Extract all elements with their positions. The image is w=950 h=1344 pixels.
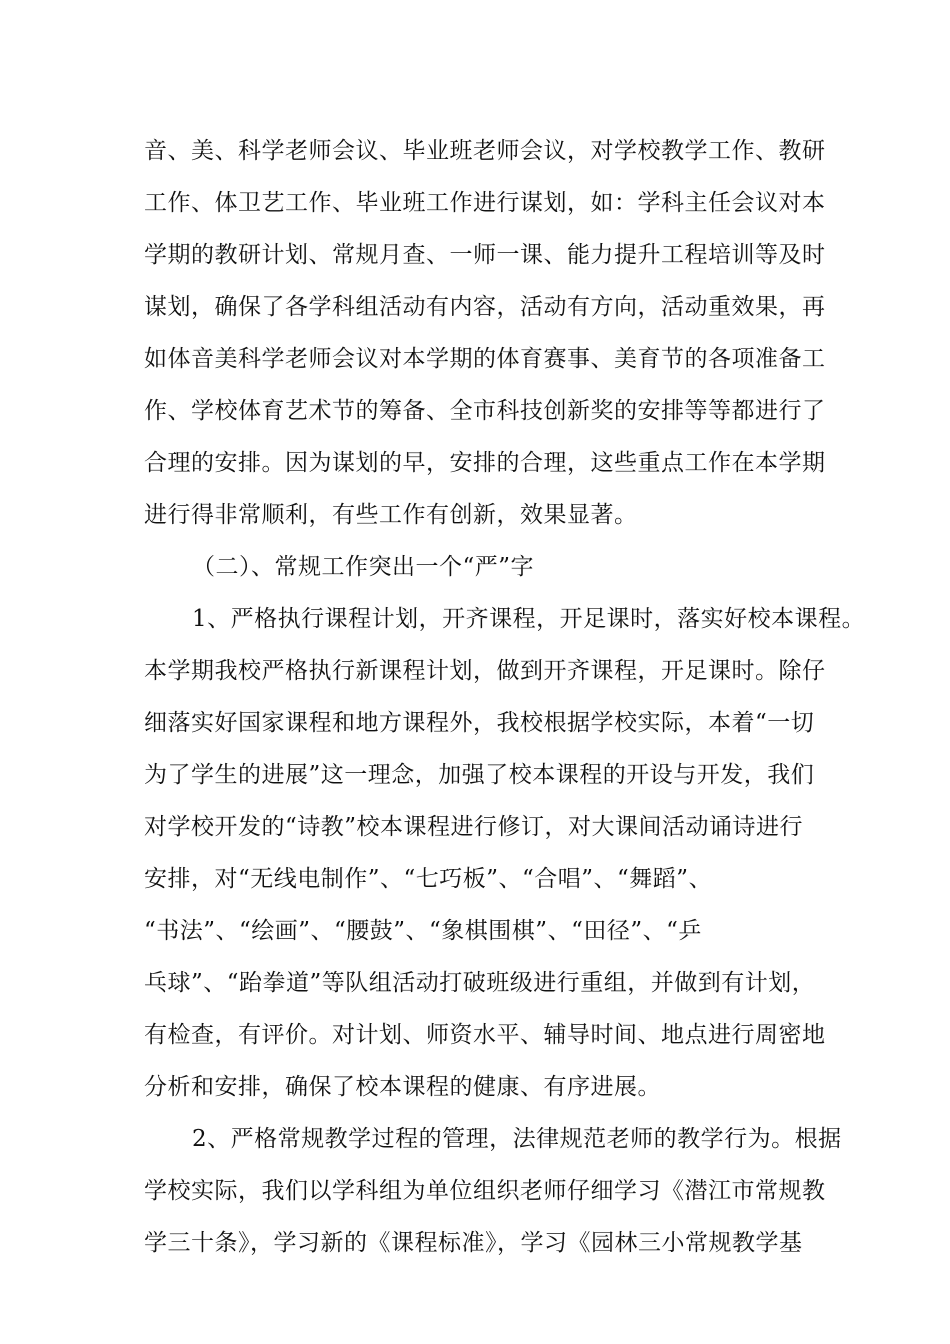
text-line-17: 乓球”、“跆拳道”等队组活动打破班级进行重组，并做到有计划， — [144, 970, 816, 996]
text-line-15: 安排，对“无线电制作”、“七巧板”、“合唱”、“舞蹈”、 — [144, 866, 713, 892]
text-line-7: 合理的安排。因为谋划的早，安排的合理，这些重点工作在本学期 — [144, 450, 826, 476]
text-line-1: 音、美、科学老师会议、毕业班老师会议，对学校教学工作、教研 — [144, 138, 826, 164]
text-line-8: 进行得非常顺利，有些工作有创新，效果显著。 — [144, 502, 638, 528]
text-line-18: 有检查，有评价。对计划、师资水平、辅导时间、地点进行周密地 — [144, 1022, 826, 1048]
section-heading: （二）、常规工作突出一个“严”字 — [192, 554, 535, 580]
text-line-5: 如体音美科学老师会议对本学期的体育赛事、美育节的各项准备工 — [144, 346, 826, 372]
text-line-11: 本学期我校严格执行新课程计划，做到开齐课程，开足课时。除仔 — [144, 658, 826, 684]
text-line-20: 2、严格常规教学过程的管理，法律规范老师的教学行为。根据 — [192, 1126, 842, 1152]
text-line-12: 细落实好国家课程和地方课程外，我校根据学校实际，本着“一切 — [144, 710, 815, 736]
text-line-16: “书法”、“绘画”、“腰鼓”、“象棋围棋”、“田径”、“乒 — [144, 918, 702, 944]
text-line-3: 学期的教研计划、常规月查、一师一课、能力提升工程培训等及时 — [144, 242, 826, 268]
text-line-2: 工作、体卫艺工作、毕业班工作进行谋划，如：学科主任会议对本 — [144, 190, 826, 216]
text-line-14: 对学校开发的“诗教”校本课程进行修订，对大课间活动诵诗进行 — [144, 814, 804, 840]
text-line-4: 谋划，确保了各学科组活动有内容，活动有方向，活动重效果，再 — [144, 294, 826, 320]
text-line-19: 分析和安排，确保了校本课程的健康、有序进展。 — [144, 1074, 661, 1100]
text-line-10: 1、严格执行课程计划，开齐课程，开足课时，落实好校本课程。 — [192, 606, 866, 632]
text-line-13: 为了学生的进展”这一理念，加强了校本课程的开设与开发，我们 — [144, 762, 815, 788]
text-line-6: 作、学校体育艺术节的筹备、全市科技创新奖的安排等等都进行了 — [144, 398, 826, 424]
text-line-21: 学校实际，我们以学科组为单位组织老师仔细学习《潜江市常规教 — [144, 1178, 826, 1204]
text-line-22: 学三十条》，学习新的《课程标准》，学习《园林三小常规教学基 — [144, 1230, 803, 1256]
